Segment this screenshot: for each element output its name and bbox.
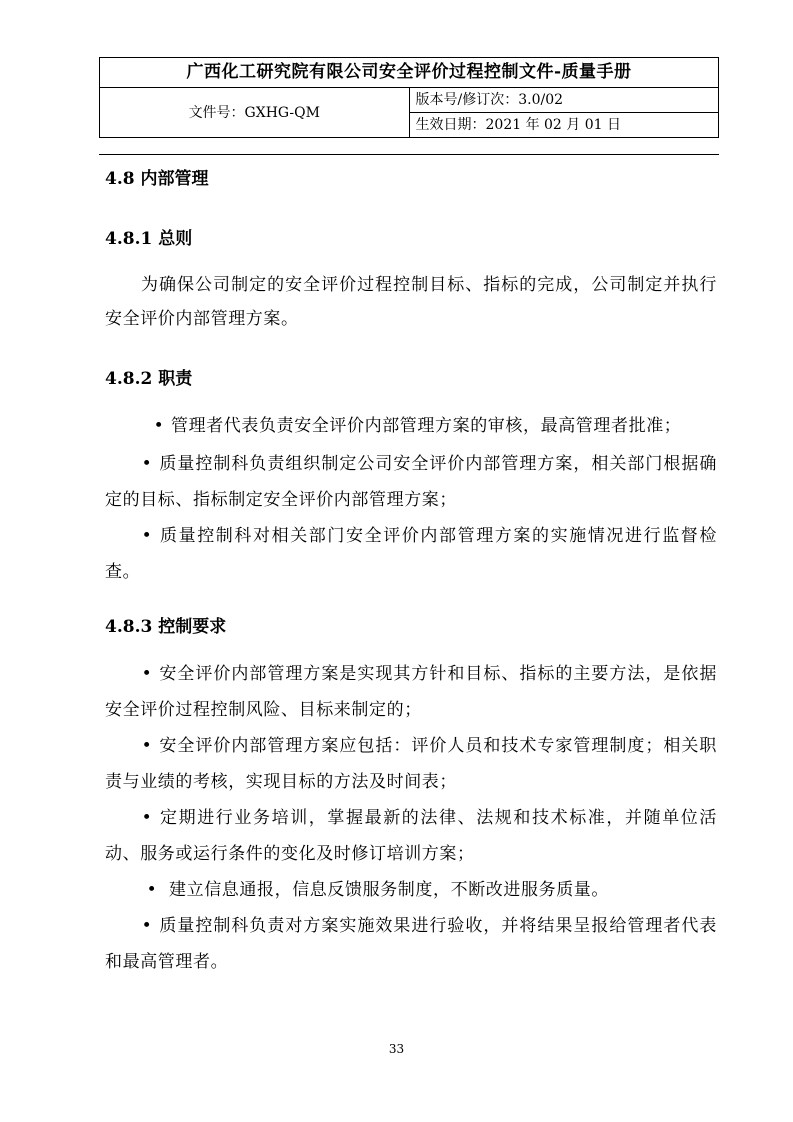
document-number: 文件号：GXHG-QM [100,88,410,138]
list-item-text: 建立信息通报，信息反馈服务制度，不断改进服务质量。 [169,880,609,900]
document-header-table [99,57,719,138]
list-item-text: 安全评价内部管理方案应包括：评价人员和技术专家管理制度；相关职责与业绩的考核，实现目标的方法及时间表； [105,736,717,792]
list-item-text: 安全评价内部管理方案是实现其方针和目标、指标的主要方法，是依据安全评价过程控制风险、目标来制定的； [105,664,717,720]
list-item [105,656,717,728]
list-item [105,446,717,518]
bullet-icon: • [141,808,153,828]
effective-date: 生效日期：2021 年 02 月 01 日 [409,113,719,138]
bullet-icon: • [153,416,165,436]
bullet-icon: • [141,916,153,936]
list-item [105,908,717,980]
subsection-title-general: 4.8.1 总则 [105,229,193,249]
list-item [105,728,717,800]
list-item [105,518,717,590]
document-header-title: 广西化工研究院有限公司安全评价过程控制文件-质量手册 [100,58,719,88]
bullet-icon: • [146,880,158,900]
list-item-text: 定期进行业务培训，掌握最新的法律、法规和技术标准，并随单位活动、服务或运行条件的变化及时修订培训方案； [105,808,717,864]
header-divider [99,154,719,155]
list-item [105,872,717,908]
bullet-icon: • [141,454,153,474]
list-item [105,800,717,872]
bullet-icon: • [141,736,153,756]
list-item-text: 质量控制科负责组织制定公司安全评价内部管理方案，相关部门根据确定的目标、指标制定安全评价内部管理方案； [105,454,717,510]
version-info: 版本号/修订次：3.0/02 [409,88,719,113]
list-item-text: 质量控制科对相关部门安全评价内部管理方案的实施情况进行监督检查。 [105,526,717,582]
subsection-title-requirements: 4.8.3 控制要求 [105,617,227,637]
general-paragraph: 为确保公司制定的安全评价过程控制目标、指标的完成，公司制定并执行安全评价内部管理方案。 [105,275,717,329]
list-item [105,408,717,444]
section-title: 4.8 内部管理 [105,169,209,189]
bullet-icon: • [141,526,153,546]
page-number: 33 [388,1042,405,1056]
list-item-text: 质量控制科负责对方案实施效果进行验收，并将结果呈报给管理者代表和最高管理者。 [105,916,717,972]
bullet-icon: • [141,664,153,684]
list-item-text: 管理者代表负责安全评价内部管理方案的审核，最高管理者批准； [171,416,682,436]
subsection-title-duties: 4.8.2 职责 [105,369,193,389]
